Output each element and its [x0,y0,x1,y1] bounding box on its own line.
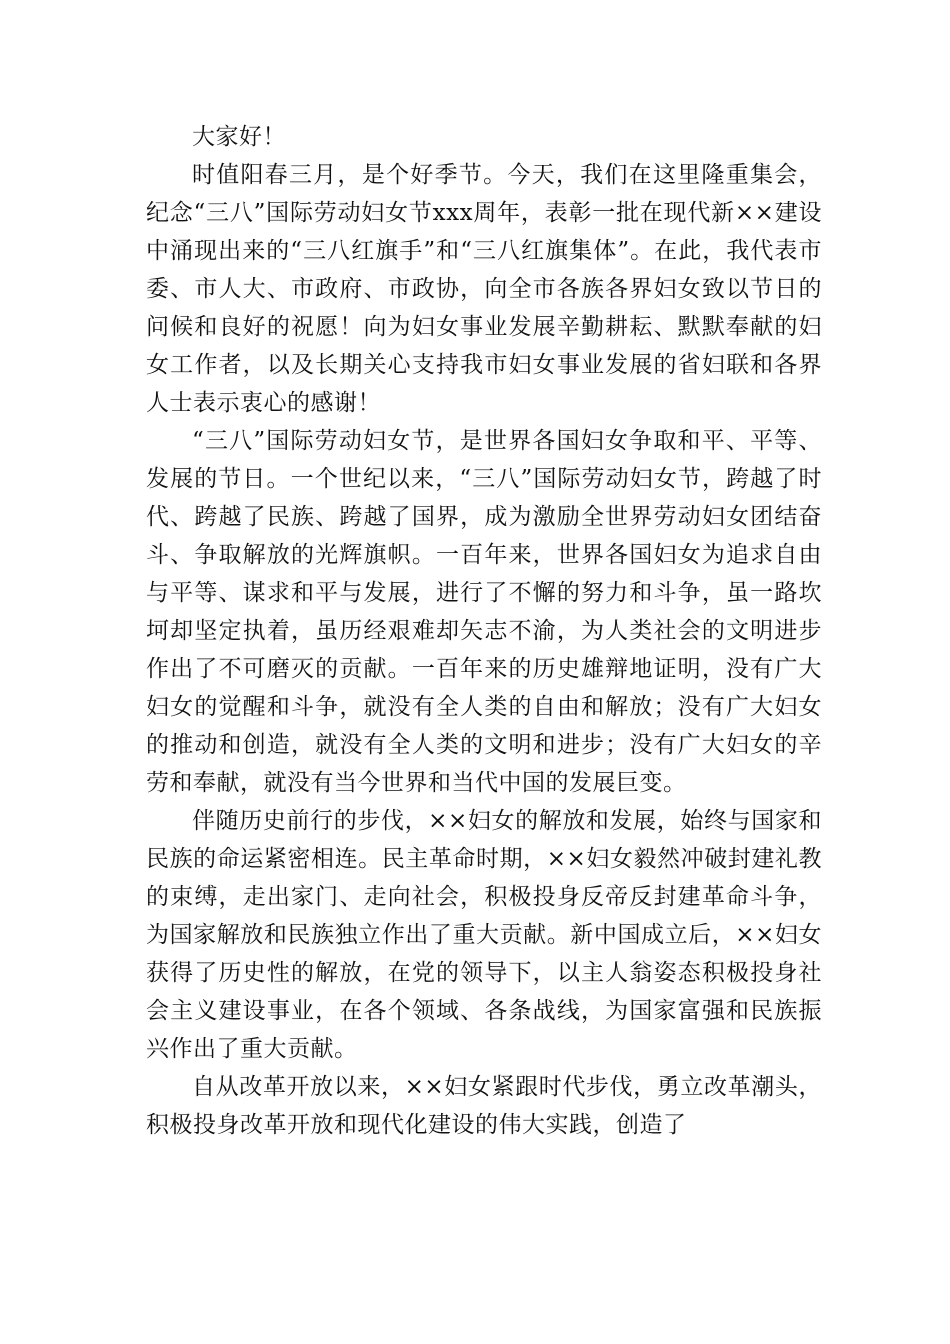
document-body [146,118,822,1144]
paragraph-3: 伴随历史前行的步伐，××妇女的解放和发展，始终与国家和民族的命运紧密相连。民主革命时期，××妇女毅然冲破封建礼教的束缚，走出家门、走向社会，积极投身反帝反封建革命斗争，为国家解放和民族独立作出了重大贡献。新中国成立后，××妇女获得了历史性的解放，在党的领导下，以主人翁姿态积极投身社会主义建设事业，在各个领域、各条战线，为国家富强和民族振兴作出了重大贡献。 [146,808,822,1062]
paragraph-4: 自从改革开放以来，××妇女紧跟时代步伐，勇立改革潮头，积极投身改革开放和现代化建设的伟大实践，创造了 [146,1074,822,1138]
paragraph-2: “三八”国际劳动妇女节，是世界各国妇女争取和平、平等、发展的节日。一个世纪以来，“三八”国际劳动妇女节，跨越了时代、跨越了民族、跨越了国界，成为激励全世界劳动妇女团结奋斗、争取解放的光辉旗帜。一百年来，世界各国妇女为追求自由与平等、谋求和平与发展，进行了不懈的努力和斗争，虽一路坎坷却坚定执着，虽历经艰难却矢志不渝，为人类社会的文明进步作出了不可磨灭的贡献。一百年来的历史雄辩地证明，没有广大妇女的觉醒和斗争，就没有全人类的自由和解放；没有广大妇女的推动和创造，就没有全人类的文明和进步；没有广大妇女的辛劳和奉献，就没有当今世界和当代中国的发展巨变。 [146,428,822,796]
paragraph-1: 时值阳春三月，是个好季节。今天，我们在这里隆重集会，纪念“三八”国际劳动妇女节xxx周年，表彰一批在现代新××建设中涌现出来的“三八红旗手”和“三八红旗集体”。在此，我代表市委、市人大、市政府、市政协，向全市各族各界妇女致以节日的问候和良好的祝愿！向为妇女事业发展辛勤耕耘、默默奉献的妇女工作者，以及长期关心支持我市妇女事业发展的省妇联和各界人士表示衷心的感谢！ [146,162,822,416]
greeting: 大家好！ [192,124,286,150]
